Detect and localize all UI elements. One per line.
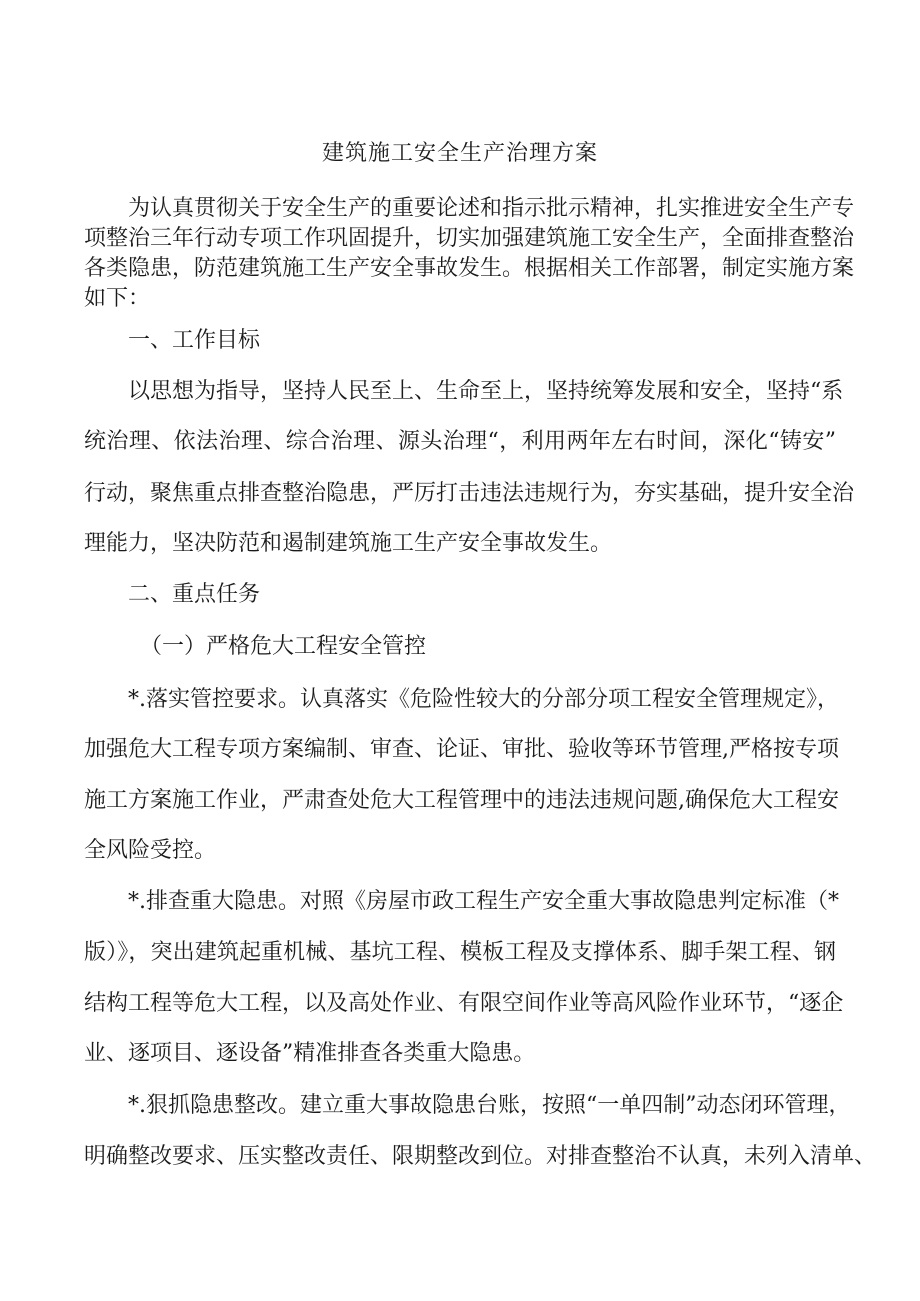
text-line: 理能力，坚决防范和遏制建筑施工生产安全事故发生。: [84, 531, 613, 556]
text-line: *.狠抓隐患整改。建立重大事故隐患台账，按照“一单四制”动态闭环管理，: [128, 1093, 851, 1118]
text-line: 结构工程等危大工程，以及高处作业、有限空间作业等高风险作业环节，“逐企: [84, 991, 844, 1016]
text-line: *.落实管控要求。认真落实《危险性较大的分部分项工程安全管理规定》，: [128, 687, 839, 712]
text-line: 全风险受控。: [84, 838, 217, 863]
text-line: 施工方案施工作业，严肃查处危大工程管理中的违法违规问题,确保危大工程安: [84, 788, 839, 813]
text-line: 版）》，突出建筑起重机械、基坑工程、模板工程及支撑体系、脚手架工程、钢: [84, 940, 836, 965]
text-line: 统治理、依法治理、综合治理、源头治理“，利用两年左右时间，深化“铸安”: [84, 429, 836, 454]
text-line: 以思想为指导，坚持人民至上、生命至上，坚持统筹发展和安全，坚持“系: [128, 379, 844, 404]
text-line: 业、逐项目、逐设备”精准排查各类重大隐患。: [84, 1041, 536, 1066]
text-line: 明确整改要求、压实整改责任、限期整改到位。对排查整治不认真，未列入清单、: [84, 1144, 877, 1169]
text-line: 为认真贯彻关于安全生产的重要论述和指示批示精神，扎实推进安全生产专: [128, 196, 855, 221]
text-line: 加强危大工程专项方案编制、审查、论证、审批、验收等环节管理,严格按专项: [84, 737, 839, 762]
section-heading-goals: 一、工作目标: [128, 328, 261, 353]
text-line: 各类隐患，防范建筑施工生产安全事故发生。根据相关工作部署，制定实施方案: [84, 256, 855, 281]
text-line: *.排查重大隐患。对照《房屋市政工程生产安全重大事故隐患判定标准（*: [128, 889, 839, 914]
text-line: 行动，聚焦重点排查整治隐患，严厉打击违法违规行为，夯实基础，提升安全治: [84, 481, 855, 506]
document-title: 建筑施工安全生产治理方案: [321, 141, 598, 166]
subsection-heading-1: （一）严格危大工程安全管控: [140, 634, 427, 659]
text-line: 如下：: [84, 286, 151, 311]
section-heading-tasks: 二、重点任务: [128, 582, 261, 607]
text-line: 项整治三年行动专项工作巩固提升，切实加强建筑施工安全生产，全面排查整治: [84, 226, 855, 251]
